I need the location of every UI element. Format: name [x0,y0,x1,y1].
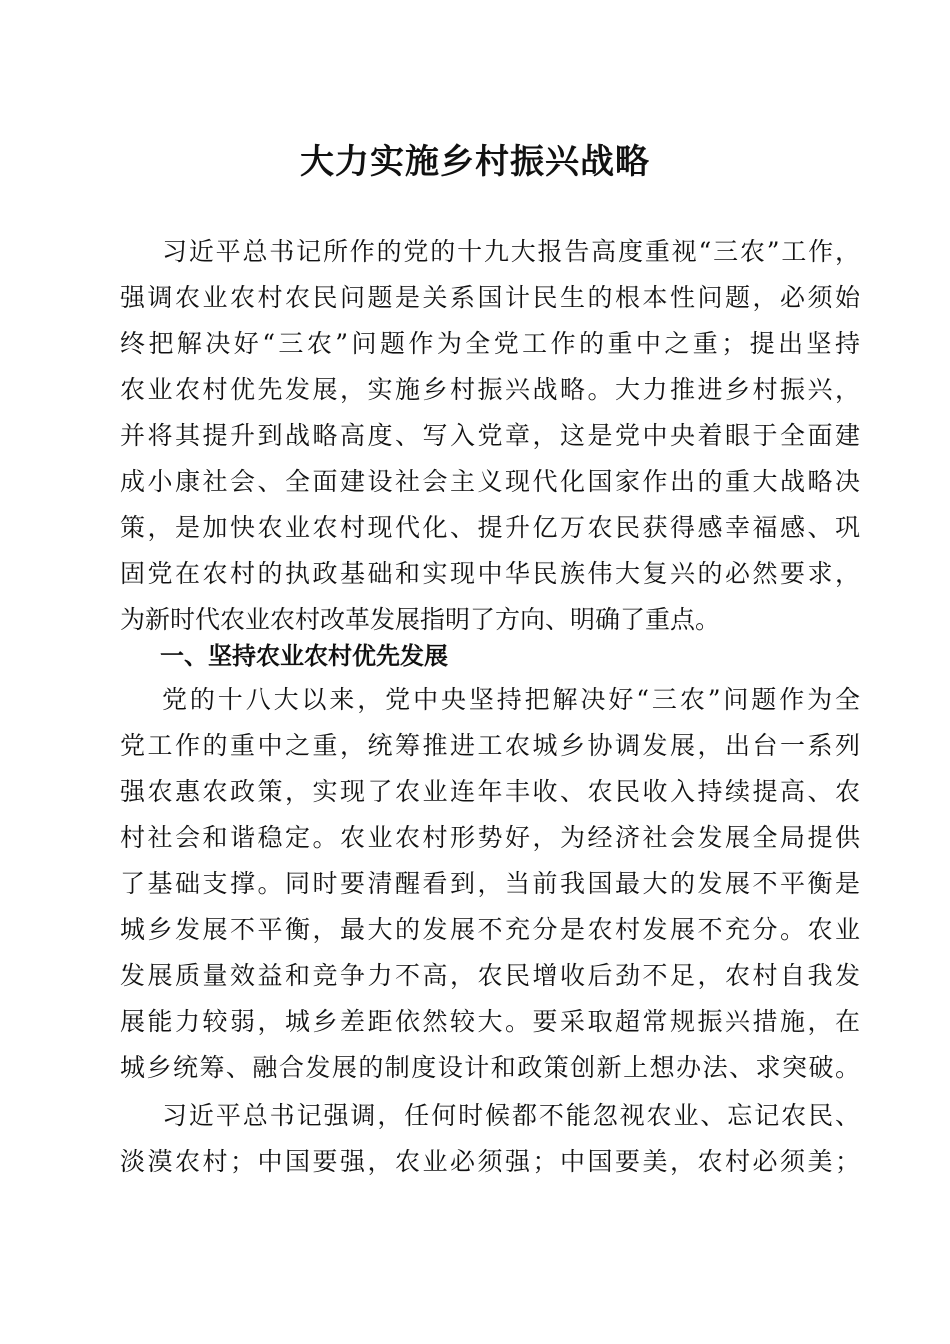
paragraph-line: 淡漠农村；中国要强，农业必须强；中国要美，农村必须美； [120,1147,860,1176]
paragraph-line: 城乡发展不平衡，最大的发展不充分是农村发展不充分。农业 [120,915,860,944]
paragraph-line: 终把解决好“三农”问题作为全党工作的重中之重；提出坚持 [120,329,860,358]
paragraph-line: 党工作的重中之重，统筹推进工农城乡协调发展，出台一系列 [120,731,860,760]
paragraph-line: 策，是加快农业农村现代化、提升亿万农民获得感幸福感、巩 [120,513,860,542]
paragraph-line: 为新时代农业农村改革发展指明了方向、明确了重点。 [120,605,721,634]
section-heading: 一、坚持农业农村优先发展 [160,642,448,670]
paragraph-line: 城乡统筹、融合发展的制度设计和政策创新上想办法、求突破。 [120,1053,860,1082]
document-title: 大力实施乡村振兴战略 [300,142,650,182]
paragraph-line: 村社会和谐稳定。农业农村形势好，为经济社会发展全局提供 [120,823,860,852]
paragraph-line: 农业农村优先发展，实施乡村振兴战略。大力推进乡村振兴， [120,375,860,404]
paragraph-line: 成小康社会、全面建设社会主义现代化国家作出的重大战略决 [120,467,860,496]
paragraph-line: 展能力较弱，城乡差距依然较大。要采取超常规振兴措施，在 [120,1007,860,1036]
paragraph-line: 强调农业农村农民问题是关系国计民生的根本性问题，必须始 [120,283,860,312]
paragraph-line: 固党在农村的执政基础和实现中华民族伟大复兴的必然要求， [120,559,860,588]
paragraph-line: 党的十八大以来，党中央坚持把解决好“三农”问题作为全 [162,685,860,714]
paragraph-line: 发展质量效益和竞争力不高，农民增收后劲不足，农村自我发 [120,961,860,990]
paragraph-line: 习近平总书记强调，任何时候都不能忽视农业、忘记农民、 [162,1101,860,1130]
paragraph-line: 了基础支撑。同时要清醒看到，当前我国最大的发展不平衡是 [120,869,860,898]
paragraph-line: 习近平总书记所作的党的十九大报告高度重视“三农”工作， [162,237,860,266]
paragraph-line: 强农惠农政策，实现了农业连年丰收、农民收入持续提高、农 [120,777,860,806]
paragraph-line: 并将其提升到战略高度、写入党章，这是党中央着眼于全面建 [120,421,860,450]
